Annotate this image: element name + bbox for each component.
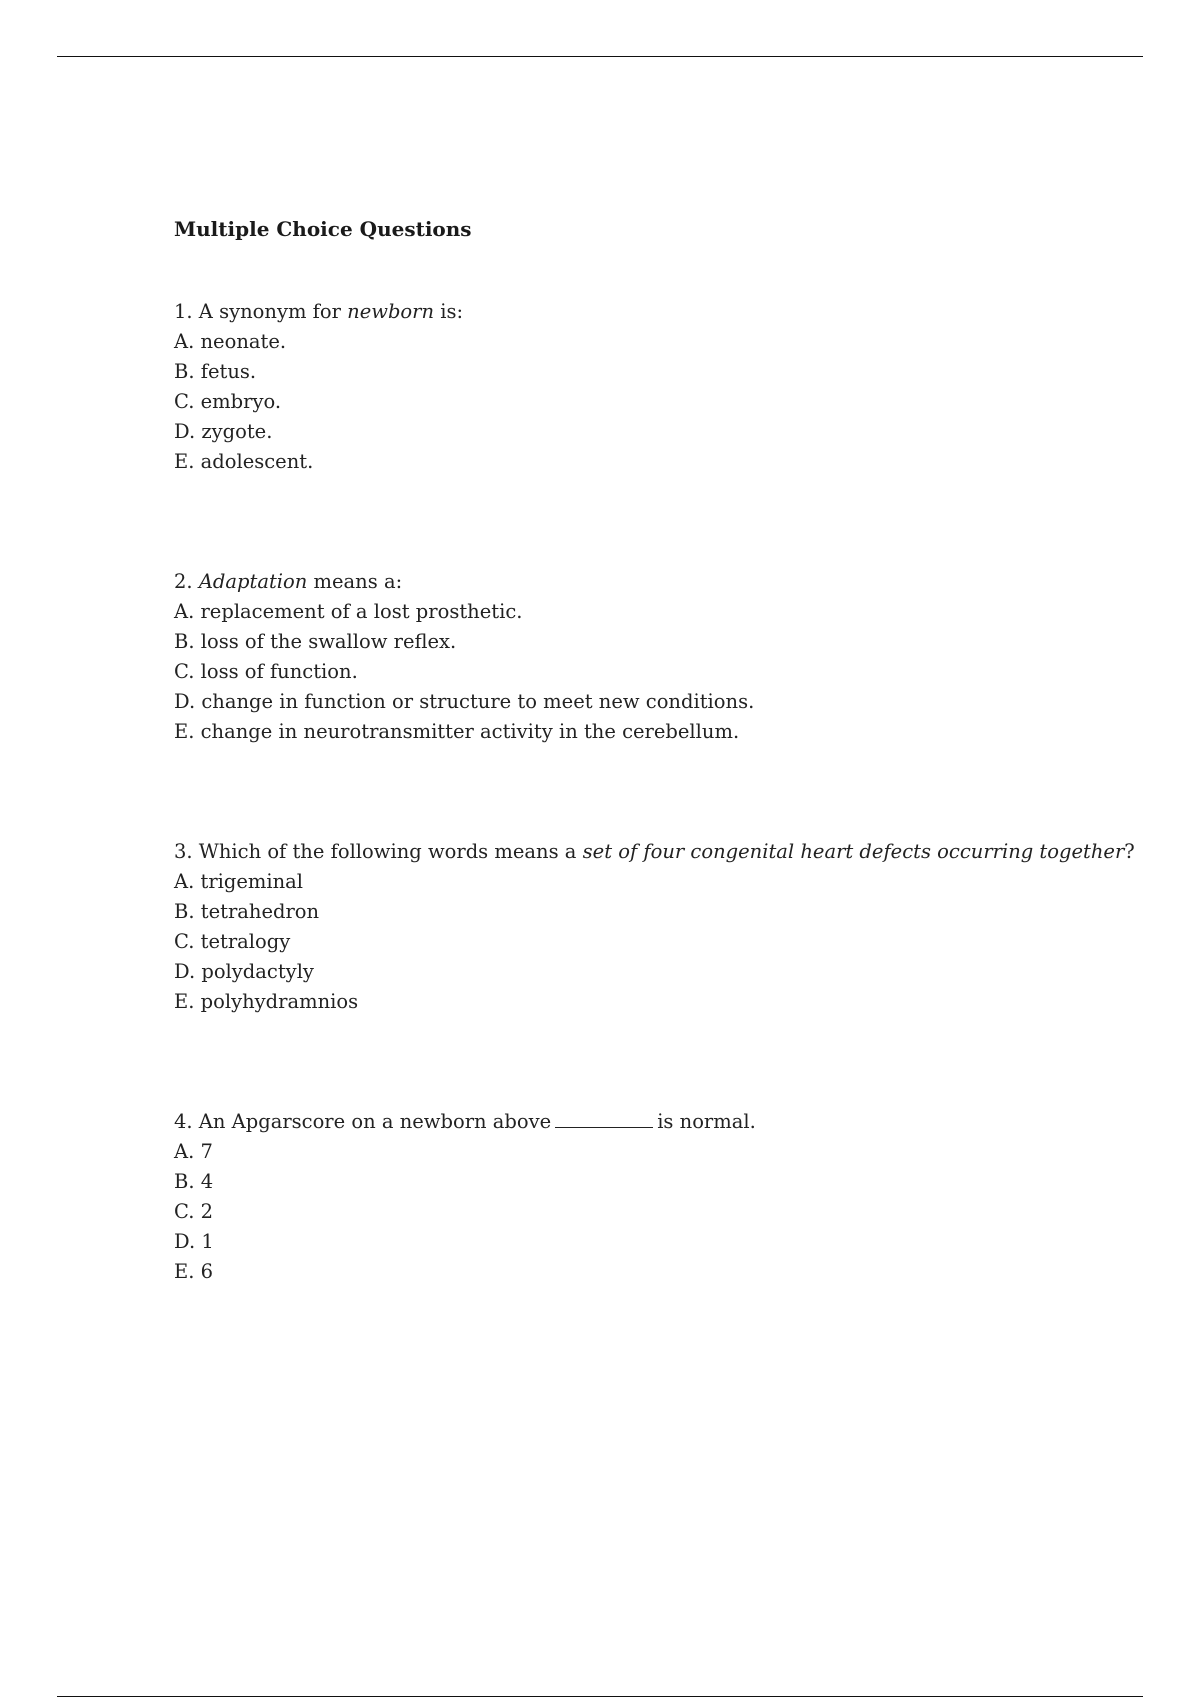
answer-option: A. replacement of a lost prosthetic. [174,600,523,623]
answer-option: D. polydactyly [174,960,314,983]
stem-text: means a: [307,570,403,593]
stem-emphasis: Adaptation [198,570,308,593]
stem-text: is: [434,300,464,323]
question-stem [174,567,1134,597]
document-body [174,214,1134,1287]
bottom-rule [57,1696,1143,1697]
stem-text: 1. A synonym for [174,300,348,323]
stem-text: is normal. [657,1110,756,1133]
stem-text: ? [1124,840,1135,863]
answer-option: D. 1 [174,1230,214,1253]
stem-text: 2. [174,570,199,593]
answer-option: B. fetus. [174,360,257,383]
question-1 [174,297,1134,477]
question-stem [174,297,1134,327]
answer-option: D. change in function or structure to meet new conditions. [174,690,755,713]
answer-option: E. polyhydramnios [174,990,359,1013]
fill-in-blank [555,1109,653,1128]
answer-option: E. 6 [174,1260,214,1283]
answer-option: C. embryo. [174,390,282,413]
answer-option: C. 2 [174,1200,214,1223]
answer-option: E. adolescent. [174,450,314,473]
answer-option: A. neonate. [174,330,287,353]
answer-option: A. trigeminal [174,870,304,893]
question-stem [174,1107,1134,1137]
section-heading: Multiple Choice Questions [174,217,472,241]
question-4 [174,1107,1134,1287]
answer-option: B. 4 [174,1170,214,1193]
stem-text: 4. An Apgarscore on a newborn above [174,1110,552,1133]
stem-emphasis: set of four congenital heart defects occurring together [582,840,1125,863]
question-2 [174,567,1134,747]
stem-text: 3. Which of the following words means a [174,840,583,863]
answer-option: C. tetralogy [174,930,291,953]
question-3 [174,837,1134,1017]
answer-option: E. change in neurotransmitter activity in the cerebellum. [174,720,740,743]
top-rule [57,56,1143,57]
stem-emphasis: newborn [347,300,435,323]
answer-option: A. 7 [174,1140,213,1163]
question-stem [174,837,1134,867]
answer-option: C. loss of function. [174,660,358,683]
answer-option: D. zygote. [174,420,273,443]
answer-option: B. loss of the swallow reflex. [174,630,457,653]
answer-option: B. tetrahedron [174,900,320,923]
